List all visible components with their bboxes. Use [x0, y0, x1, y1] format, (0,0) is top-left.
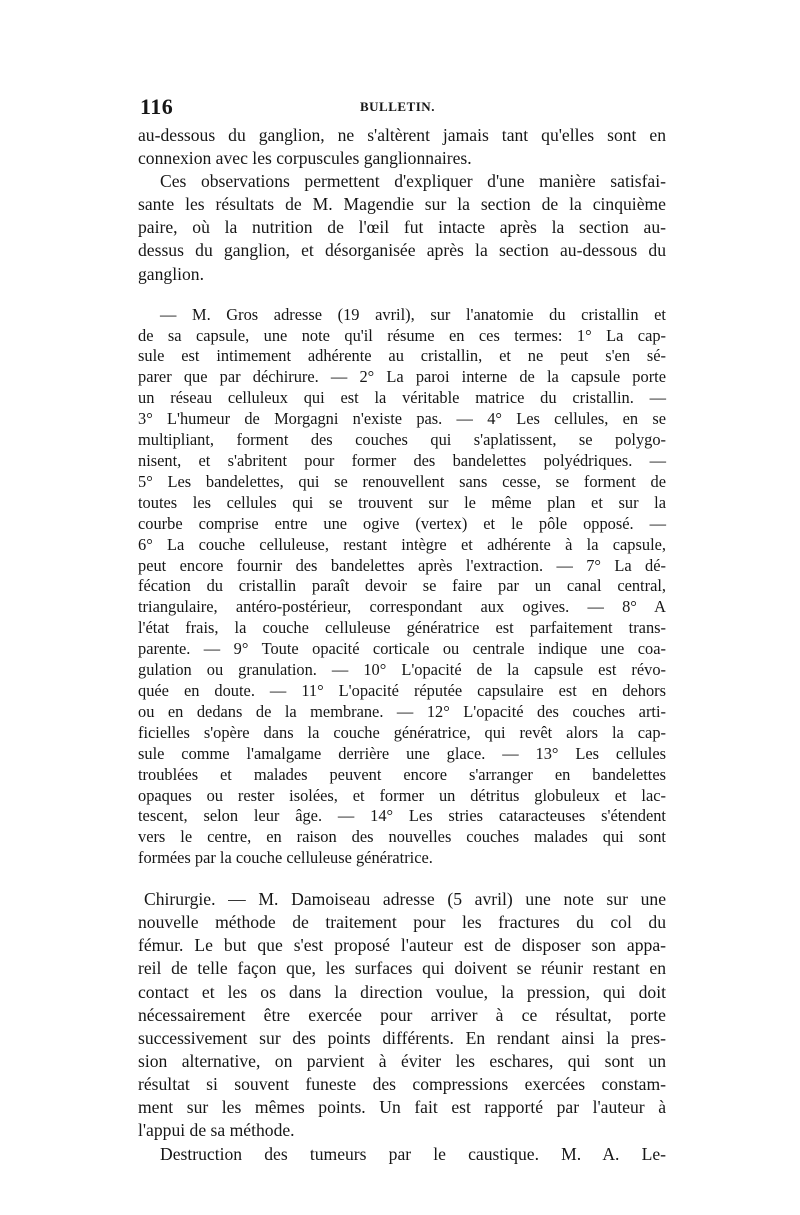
text-line: dessus du ganglion, et désorganisée après la section au-dessous du — [138, 240, 666, 261]
text-line: — M. Gros adresse (19 avril), sur l'anatomie du cristallin et — [160, 304, 666, 324]
text-line: fémur. Le but que s'est proposé l'auteur est de disposer son appa- — [138, 935, 666, 956]
text-line: Chirurgie. — M. Damoiseau adresse (5 avril) une note sur une — [144, 889, 666, 910]
text-line: tescent, selon leur âge. — 14° Les stries cataracteuses s'étendent — [138, 806, 666, 826]
text-line: nécessairement être exercée pour arriver à ce résultat, porte — [138, 1004, 666, 1025]
text-line: au-dessous du ganglion, ne s'altèrent jamais tant qu'elles sont en — [138, 125, 666, 145]
text-line: parer que par déchirure. — 2° La paroi interne de la capsule porte — [138, 367, 666, 387]
text-line: 6° La couche celluleuse, restant intègre et adhérente à la capsule, — [138, 534, 666, 554]
paragraph-magendie — [138, 170, 666, 285]
text-line: sante les résultats de M. Magendie sur la section de la cinquième — [138, 194, 666, 215]
page-number: 116 — [140, 94, 174, 119]
text-line: nouvelle méthode de traitement pour les fractures du col du — [138, 912, 666, 933]
text-line: formées par la couche celluleuse génératrice. — [138, 848, 433, 868]
text-line: troublées et malades peuvent encore s'arranger en bandelettes — [138, 764, 666, 784]
text-line: ou en dedans de la membrane. — 12° L'opacité des couches arti- — [138, 701, 666, 721]
text-line: sion alternative, on parvient à éviter les eschares, qui sont un — [138, 1050, 666, 1071]
text-line: successivement sur des points différents. En rendant ainsi la pres- — [138, 1027, 666, 1048]
text-line: peut encore fournir des bandelettes après l'extraction. — 7° La dé- — [138, 555, 666, 575]
text-line: triangulaire, antéro-postérieur, correspondant aux ogives. — 8° A — [138, 597, 666, 617]
running-head — [138, 94, 666, 124]
text-line: opaques ou rester isolées, et former un détritus globuleux et lac- — [138, 785, 666, 805]
text-line: gulation ou granulation. — 10° L'opacité de la capsule est révo- — [138, 660, 666, 680]
running-title: BULLETIN. — [360, 99, 435, 114]
text-line: reil de telle façon que, les surfaces qui doivent se réunir restant en — [138, 958, 666, 979]
text-line: l'état frais, la couche celluleuse génératrice est parfaitement trans- — [138, 618, 666, 638]
text-line: ment sur les mêmes points. Un fait est rapporté par l'auteur à — [138, 1096, 666, 1117]
text-line: ganglion. — [138, 263, 204, 284]
text-line: contact et les os dans la direction voulue, la pression, qui doit — [138, 981, 666, 1002]
text-line: sule comme l'amalgame derrière une glace. — 13° Les cellules — [138, 743, 666, 763]
text-line: de sa capsule, une note qu'il résume en ces termes: 1° La cap- — [138, 325, 666, 345]
text-line: parente. — 9° Toute opacité corticale ou centrale indique une coa- — [138, 639, 666, 659]
text-line: Ces observations permettent d'expliquer d'une manière satisfai- — [160, 171, 666, 192]
text-line: multipliant, forment des couches qui s'aplatissent, se polygo- — [138, 430, 666, 450]
text-line: 3° L'humeur de Morgagni n'existe pas. — 4° Les cellules, en se — [138, 409, 666, 429]
text-line: connexion avec les corpuscules ganglionnaires. — [138, 148, 472, 169]
paragraph-gros-note — [138, 305, 666, 869]
text-line: 5° Les bandelettes, qui se renouvellent sans cesse, se forment de — [138, 471, 666, 491]
text-line: quée en doute. — 11° L'opacité réputée capsulaire est en dehors — [138, 680, 666, 700]
text-line: ficielles s'opère dans la couche génératrice, qui revêt alors la cap- — [138, 722, 666, 742]
text-line: sule est intimement adhérente au cristallin, et ne peut s'en sé- — [138, 346, 666, 366]
text-line: courbe comprise entre une ogive (vertex) et le pôle opposé. — — [138, 513, 666, 533]
text-line: un réseau celluleux qui est la véritable matrice du cristallin. — — [138, 388, 666, 408]
text-line: nisent, et s'abritent pour former des bandelettes polyédriques. — — [138, 451, 666, 470]
book-page — [138, 94, 666, 1166]
text-line: toutes les cellules qui se trouvent sur le même plan et sur la — [138, 492, 666, 512]
text-line: Destruction des tumeurs par le caustique. M. A. Le- — [160, 1144, 666, 1165]
text-line: fécation du cristallin paraît devoir se faire par un canal central, — [138, 576, 666, 596]
paragraph-chirurgie — [138, 888, 666, 1142]
text-line: vers le centre, en raison des nouvelles couches malades qui sont — [138, 827, 666, 847]
text-line: résultat si souvent funeste des compressions exercées constam- — [138, 1073, 666, 1094]
paragraph-continuation — [138, 124, 666, 170]
text-line: l'appui de sa méthode. — [138, 1120, 295, 1141]
paragraph-destruction — [138, 1143, 666, 1166]
text-line: paire, où la nutrition de l'œil fut intacte après la section au- — [138, 217, 666, 238]
